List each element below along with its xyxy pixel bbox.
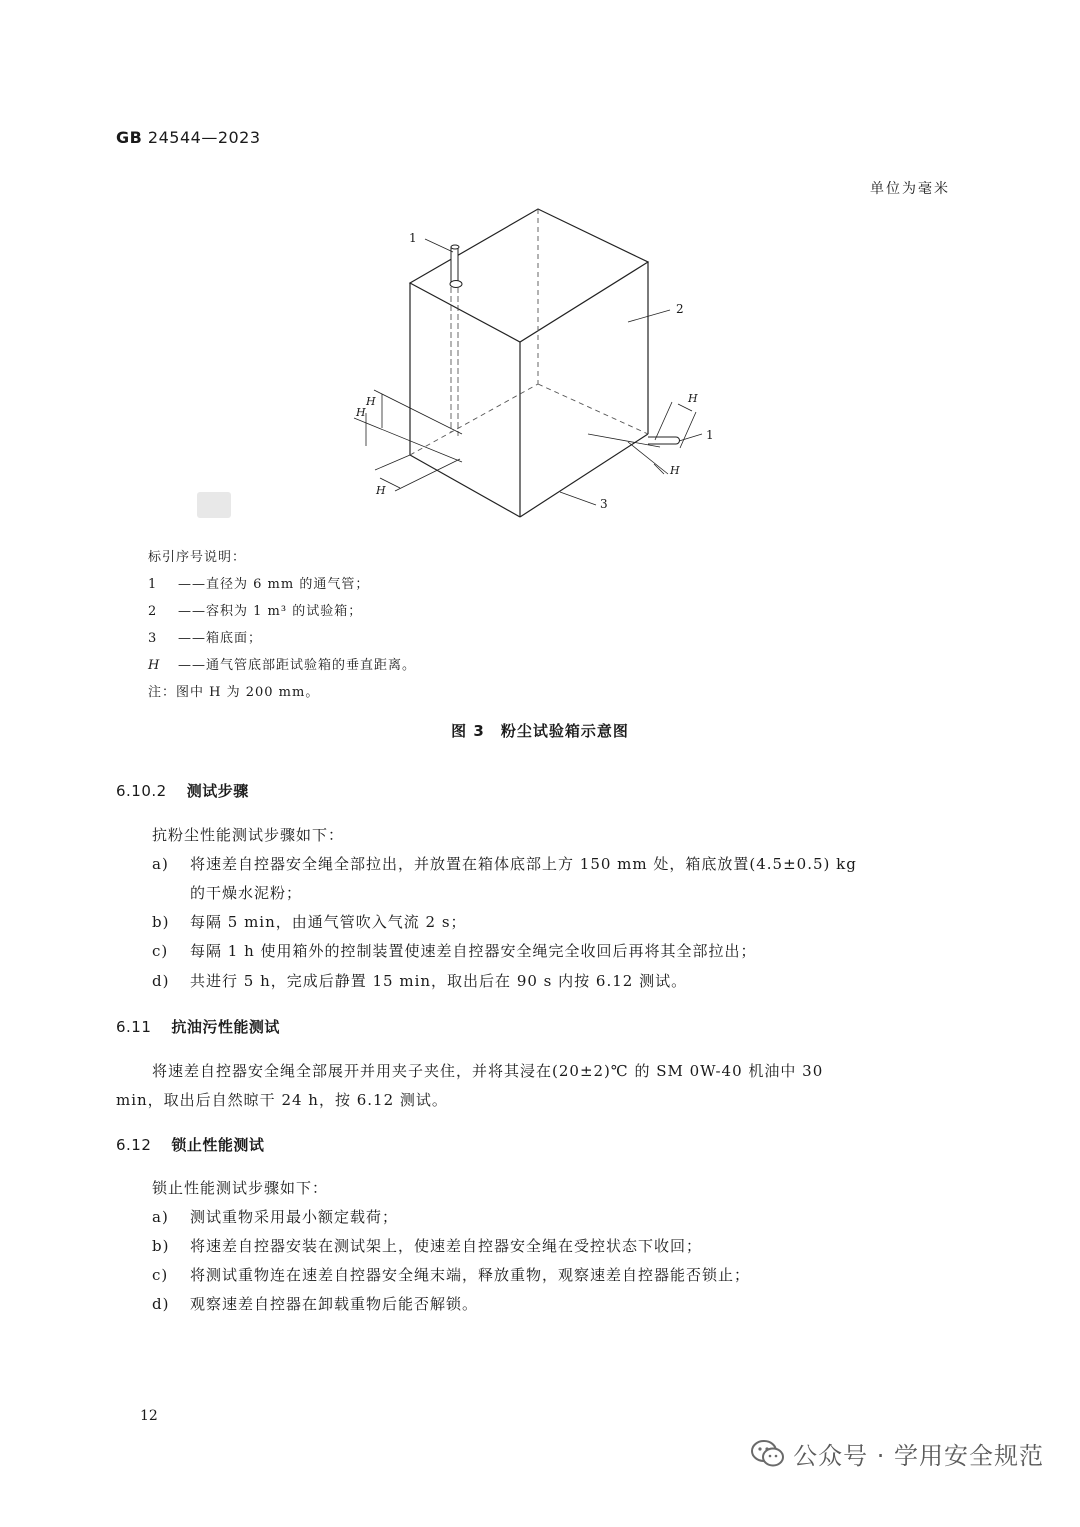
section-heading-6-11 [116, 1016, 280, 1037]
list-text: 每隔 5 min，由通气管吹入气流 2 s； [190, 913, 467, 931]
section-heading-6-10-2 [116, 780, 249, 801]
list-item [152, 940, 757, 961]
legend-text: ——箱底面； [178, 631, 263, 646]
box-top-face [410, 209, 648, 342]
section-title: 测试步骤 [186, 782, 249, 800]
dim-ext-1 [374, 390, 462, 434]
dim-ext-8 [680, 412, 696, 448]
list-text: 测试重物采用最小额定载荷； [190, 1208, 399, 1226]
section-title: 抗油污性能测试 [171, 1018, 280, 1036]
std-prefix: GB [116, 128, 143, 147]
box-bottom-right [520, 434, 648, 517]
vent-pipe-top-opening [451, 245, 459, 249]
dim-ext-4 [395, 459, 460, 491]
section-heading-6-12 [116, 1134, 264, 1155]
footer-watermark [751, 1436, 1044, 1471]
page-number: 12 [140, 1408, 158, 1424]
box-bottom-left [410, 455, 520, 517]
list-item [152, 1235, 702, 1256]
list-marker: a) [152, 1208, 169, 1226]
std-code: 24544—2023 [147, 128, 261, 147]
list-marker: a) [152, 855, 169, 873]
callout-1: 1 [409, 231, 417, 245]
dim-ext-3 [375, 455, 410, 470]
dim-ext-7 [655, 402, 672, 440]
wechat-icon [751, 1440, 785, 1468]
list-marker: c) [152, 1266, 169, 1284]
figure-note: 注：图中 H 为 200 mm。 [148, 685, 320, 700]
dust-test-box-figure [340, 200, 720, 530]
section-title: 锁止性能测试 [171, 1136, 265, 1154]
callout-3: 3 [600, 497, 608, 511]
list-text: 将速差自控器安装在测试架上，使速差自控器安全绳在受控状态下收回； [190, 1237, 703, 1255]
legend-title: 标引序号说明： [148, 550, 247, 565]
list-item [152, 970, 687, 991]
standard-number [116, 128, 261, 147]
callout-2: 2 [676, 302, 684, 316]
legend-num: 1 [148, 577, 158, 592]
list-marker: c) [152, 942, 169, 960]
list-item [152, 1293, 478, 1314]
leader-1b [679, 434, 702, 441]
legend-num: 2 [148, 604, 158, 619]
footer-text: 公众号 · 学用安全规范 [793, 1442, 1044, 1470]
dim-arrow-5 [654, 464, 664, 474]
leader-2 [628, 310, 670, 322]
dim-label-h: H [670, 464, 680, 477]
dim-label-h: H [376, 484, 386, 497]
section-number: 6.11 [116, 1018, 152, 1036]
section-number: 6.10.2 [116, 782, 167, 800]
legend-item [148, 627, 262, 646]
figure-caption: 图 3 粉尘试验箱示意图 [451, 722, 629, 740]
hidden-back-left [410, 384, 538, 455]
vent-pipe-side [648, 437, 680, 444]
vent-pipe-hole [450, 281, 462, 288]
paragraph: 将速差自控器安全绳全部展开并用夹子夹住，并将其浸在(20±2)℃ 的 SM 0W-40 机油中 30 [152, 1062, 824, 1080]
legend-text: ——容积为 1 m³ 的试验箱； [178, 604, 363, 619]
legend-text: ——直径为 6 mm 的通气管； [178, 577, 370, 592]
list-item [152, 1206, 398, 1227]
list-item [152, 1264, 750, 1285]
dim-label-h: H [688, 392, 698, 405]
vent-pipe-top [451, 247, 458, 283]
legend-item [148, 573, 369, 592]
list-marker: d) [152, 1295, 170, 1313]
list-marker: b) [152, 913, 170, 931]
legend-text: ——通气管底部距试验箱的垂直距离。 [178, 658, 417, 673]
list-item-continuation [152, 882, 302, 903]
leader-1 [425, 239, 453, 252]
list-text: 将测试重物连在速差自控器安全绳末端，释放重物，观察速差自控器能否锁止； [190, 1266, 751, 1284]
list-text: 共进行 5 h，完成后静置 15 min，取出后在 90 s 内按 6.12 测试。 [190, 972, 688, 990]
leader-3 [560, 492, 596, 505]
paragraph: 锁止性能测试步骤如下： [152, 1179, 329, 1197]
legend-item [148, 654, 416, 673]
list-text: 将速差自控器安全绳全部拉出，并放置在箱体底部上方 150 mm 处，箱底放置(4.5±0.5) kg [190, 855, 857, 873]
legend-item [148, 600, 362, 619]
list-text: 每隔 1 h 使用箱外的控制装置使速差自控器安全绳完全收回后再将其全部拉出； [190, 942, 757, 960]
legend-num: 3 [148, 631, 158, 646]
callout-1b: 1 [706, 428, 714, 442]
dim-arrow-4 [678, 404, 692, 411]
dim-ext-6 [628, 442, 668, 474]
unit-note: 单位为毫米 [870, 181, 950, 197]
watermark-logo [197, 492, 231, 518]
hidden-back-right [538, 384, 648, 434]
list-text: 的干燥水泥粉； [190, 884, 303, 902]
legend-num: H [148, 658, 161, 673]
dim-label-h: H [366, 395, 376, 408]
paragraph: 抗粉尘性能测试步骤如下： [152, 826, 345, 844]
section-number: 6.12 [116, 1136, 152, 1154]
list-item [152, 853, 857, 874]
list-marker: d) [152, 972, 170, 990]
list-item [152, 911, 467, 932]
list-marker: b) [152, 1237, 170, 1255]
dim-ext-2 [354, 418, 462, 462]
dim-label-h: H [356, 406, 366, 419]
list-text: 观察速差自控器在卸载重物后能否解锁。 [190, 1295, 479, 1313]
paragraph-continuation: min，取出后自然晾干 24 h，按 6.12 测试。 [116, 1091, 448, 1109]
